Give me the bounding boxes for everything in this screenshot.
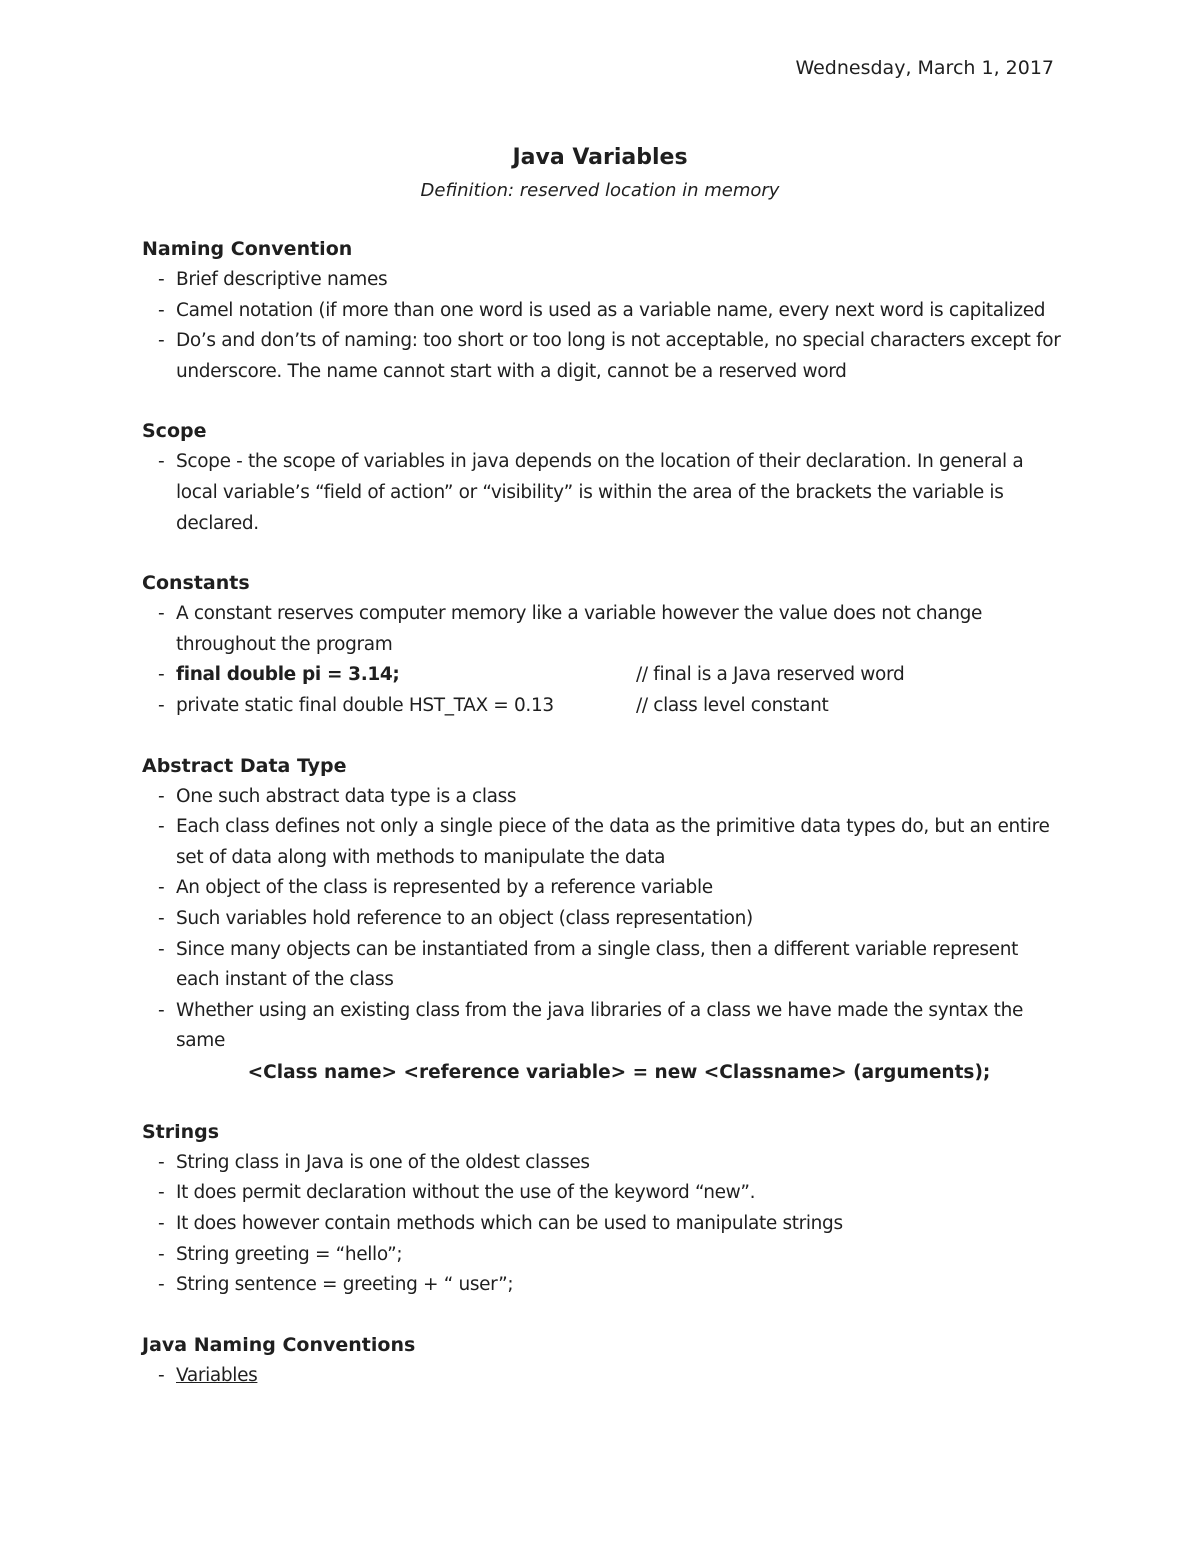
list-item: - Do’s and don’ts of naming: too short or too long is not acceptable, no special characters except for underscore. The name cannot start with a digit, cannot be a reserved word: [142, 326, 1062, 387]
section-heading: Strings: [142, 1120, 220, 1143]
bullet-list: [142, 447, 1062, 539]
list-item: - Whether using an existing class from the java libraries of a class we have made the syntax the same: [142, 996, 1062, 1057]
section-heading: Java Naming Conventions: [142, 1333, 416, 1356]
variables-link[interactable]: Variables: [176, 1364, 258, 1386]
list-item: - An object of the class is represented by a reference variable: [142, 873, 1062, 904]
section-heading: Abstract Data Type: [142, 754, 347, 777]
syntax-example: <Class name> <reference variable> = new <Classname> (arguments);: [247, 1061, 991, 1083]
bullet-list: [142, 1148, 1062, 1301]
document-body: [142, 234, 1062, 1420]
document-title: Java Variables: [512, 145, 688, 170]
section-heading: Scope: [142, 420, 207, 443]
document-date: Wednesday, March 1, 2017: [795, 57, 1054, 79]
bullet-list: [142, 782, 1062, 1057]
list-item: - String class in Java is one of the oldest classes: [142, 1148, 1062, 1179]
code-statement: - final double pi = 3.14;: [176, 664, 400, 686]
section-heading: Constants: [142, 572, 250, 595]
section-java-naming-conventions: [142, 1330, 1062, 1392]
list-item-code: [142, 660, 1062, 691]
list-item: - It does however contain methods which can be used to manipulate strings: [142, 1209, 1062, 1240]
document-subtitle: Definition: reserved location in memory: [420, 180, 780, 201]
list-item: - Scope - the scope of variables in java depends on the location of their declaration. In general a local variable’s “field of action” or “visibility” is within the area of the brackets the variable is declared.: [142, 447, 1062, 539]
section-strings: [142, 1117, 1062, 1301]
code-statement: - private static final double HST_TAX = 0.13: [176, 694, 554, 716]
bullet-list: [142, 265, 1062, 387]
list-item: - It does permit declaration without the use of the keyword “new”.: [142, 1178, 1062, 1209]
list-item: - Since many objects can be instantiated from a single class, then a different variable represent each instant of the class: [142, 935, 1062, 996]
section-constants: [142, 568, 1062, 721]
list-item: - A constant reserves computer memory like a variable however the value does not change throughout the program: [142, 599, 1062, 660]
list-item-variables-link: [142, 1361, 1062, 1392]
list-item: - String sentence = greeting + “ user”;: [142, 1270, 1062, 1301]
list-item: - One such abstract data type is a class: [142, 782, 1062, 813]
code-row: [176, 691, 1062, 722]
code-row: [176, 660, 1062, 691]
section-heading: Naming Convention: [142, 238, 353, 260]
list-item: - String greeting = “hello”;: [142, 1240, 1062, 1271]
list-item: - Camel notation (if more than one word is used as a variable name, every next word is capitalized: [142, 296, 1062, 327]
section-naming-convention: [142, 234, 1062, 387]
list-item-code: [142, 691, 1062, 722]
bullet-list: [142, 1361, 1062, 1392]
code-comment: // final is a Java reserved word: [636, 664, 905, 686]
list-item: - Each class defines not only a single piece of the data as the primitive data types do, but an entire set of data along with methods to manipulate the data: [142, 812, 1062, 873]
bullet-list: [142, 599, 1062, 721]
code-comment: // class level constant: [636, 694, 829, 716]
section-scope: [142, 416, 1062, 539]
list-item: - Such variables hold reference to an object (class representation): [142, 904, 1062, 935]
list-item: - Brief descriptive names: [142, 265, 1062, 296]
section-abstract-data-type: [142, 751, 1062, 1088]
